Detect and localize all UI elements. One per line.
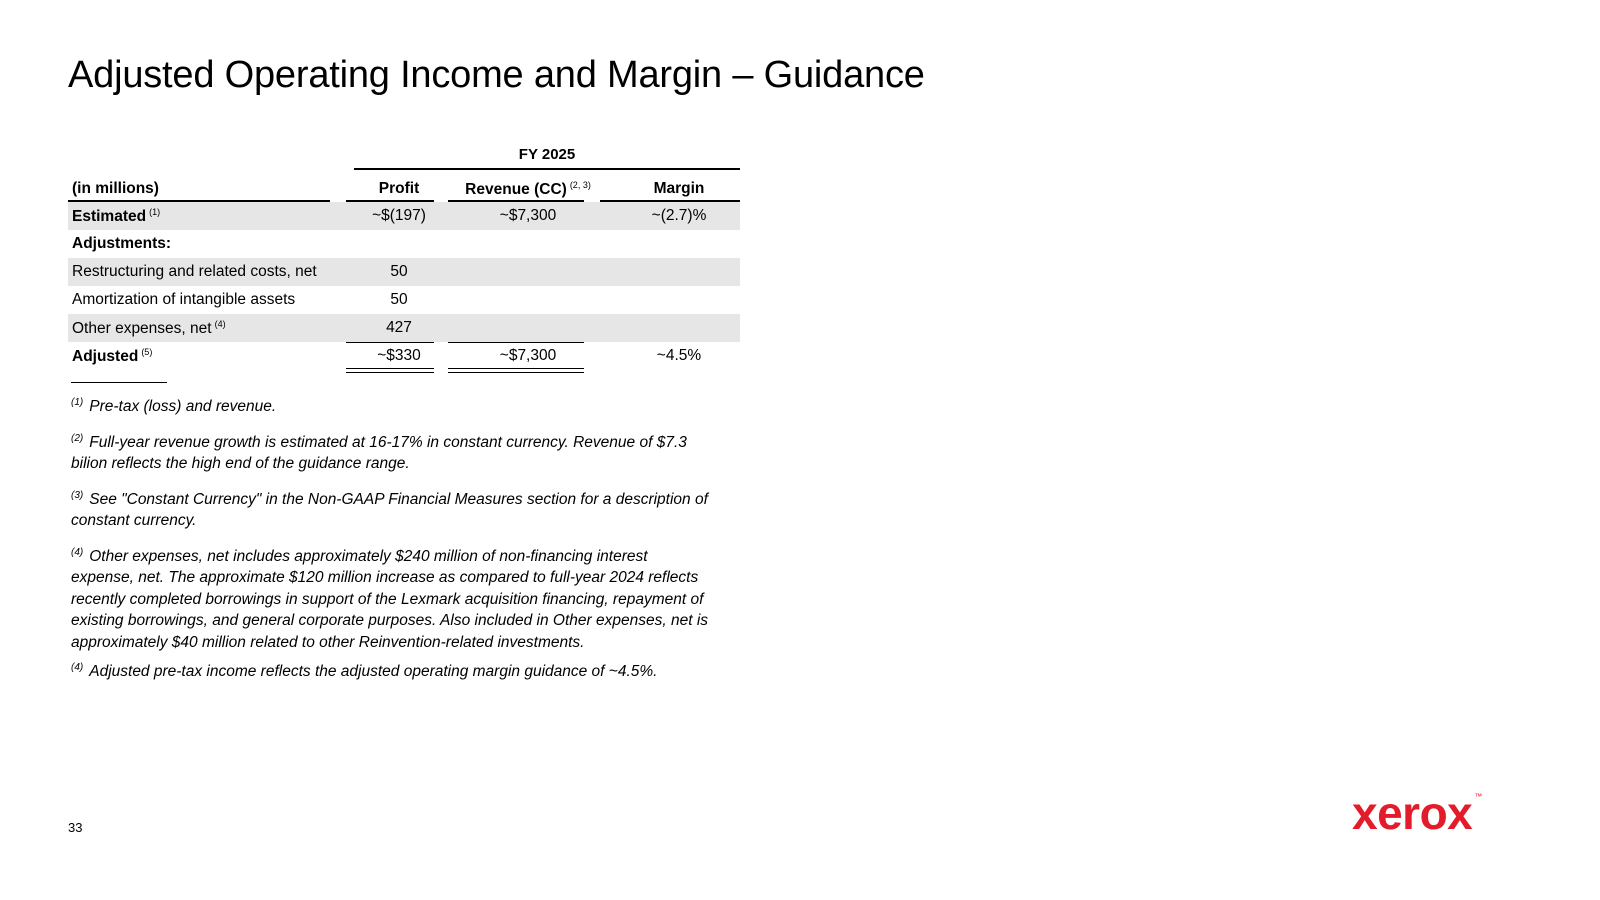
unit-label: (in millions) <box>72 180 159 197</box>
period-label: FY 2025 <box>518 146 576 163</box>
row-label: Adjustments: <box>72 235 172 252</box>
table-row <box>68 258 740 286</box>
total-double-rule <box>448 368 584 373</box>
row-label: Adjusted $^{(5)}$ <box>72 347 153 365</box>
page-title: Adjusted Operating Income and Margin – Guidance <box>68 54 925 96</box>
footnote: $^{(4)}$ Adjusted pre-tax income reflects the adjusted operating margin guidance of ~4.5%. <box>71 662 658 680</box>
footnote: $^{(2)}$ Full-year revenue growth is estimated at 16-17% in constant currency. Revenue of $7.3 bilion reflects the high end of the guidance range. <box>71 432 687 472</box>
row-label: Estimated $^{(1)}$ <box>72 207 161 225</box>
table-row <box>68 202 740 230</box>
period-header-row <box>68 140 740 170</box>
page-number: 33 <box>68 820 83 835</box>
xerox-logo: xerox ™ <box>1352 787 1482 839</box>
margin-value: ~(2.7)% <box>651 207 707 224</box>
column-header-revenue: Revenue (CC) $^{(2, 3)}$ <box>465 180 591 198</box>
footnote: $^{(1)}$ Pre-tax (loss) and revenue. <box>71 397 277 415</box>
column-header-row <box>68 170 740 202</box>
profit-value: ~$(197) <box>372 207 426 224</box>
table-row-total <box>68 342 740 370</box>
row-label: Amortization of intangible assets <box>72 291 296 308</box>
column-header-profit: Profit <box>378 180 420 197</box>
table-row <box>68 230 740 258</box>
table-row <box>68 286 740 314</box>
profit-value: 50 <box>390 263 408 280</box>
profit-value: ~$330 <box>377 347 421 364</box>
footnote: $^{(3)}$ See "Constant Currency" in the Non-GAAP Financial Measures section for a description of constant currency. <box>71 489 708 529</box>
table-row <box>68 314 740 342</box>
row-label: Restructuring and related costs, net <box>72 263 317 280</box>
subtotal-rule <box>448 342 584 343</box>
profit-value: 427 <box>386 319 412 336</box>
footnote-separator <box>71 382 167 383</box>
total-double-rule <box>346 368 434 373</box>
row-label: Other expenses, net $^{(4)}$ <box>72 319 226 337</box>
subtotal-rule <box>346 342 434 343</box>
revenue-value: ~$7,300 <box>499 347 557 364</box>
column-header-margin: Margin <box>653 180 705 197</box>
footnote: $^{(4)}$ Other expenses, net includes approximately $240 million of non-financing interest expense, net. The approximate $120 million increase as compared to full-year 2024 reflects recently completed borrowings in support of the Lexmark acquisition financing, repayment of existing borrowings, and general corporate purposes. Also included in Other expenses, net is approximately $40 million related to other Reinvention-related investments. <box>71 546 709 651</box>
revenue-value: ~$7,300 <box>499 207 557 224</box>
guidance-table <box>68 140 740 370</box>
profit-value: 50 <box>390 291 408 308</box>
margin-value: ~4.5% <box>656 347 702 364</box>
footnotes <box>71 392 711 693</box>
